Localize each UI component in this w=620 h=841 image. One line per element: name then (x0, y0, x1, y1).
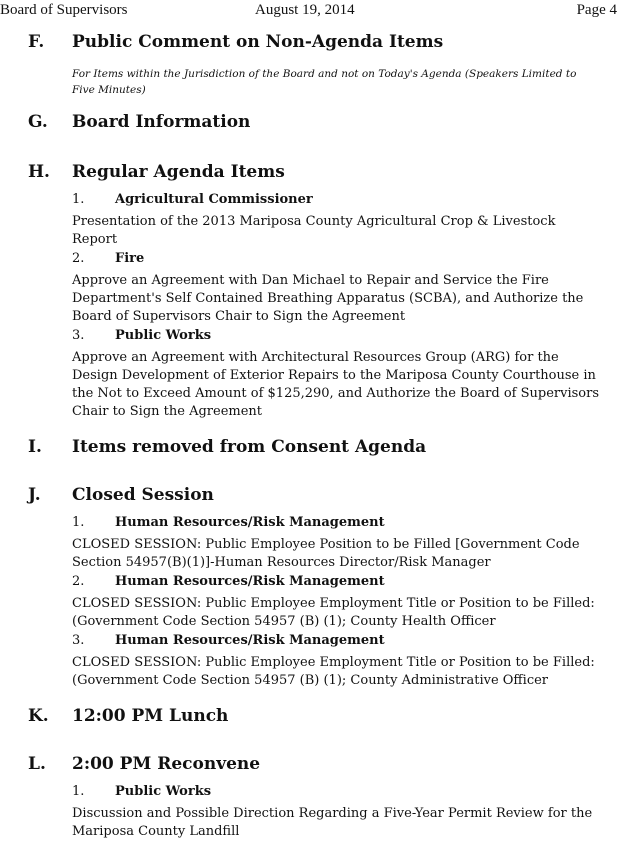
item-description: Approve an Agreement with Architectural Resources Group (ARG) for the Design Development of Exterior Repairs to the Mariposa County Courthouse in the Not to Exceed Amount of $125,290, and Authorize the Board of Supervisors Chair to Sign the Agreement (72, 350, 600, 419)
agenda-item-heading (0, 633, 620, 654)
item-number: 1. (72, 515, 85, 530)
item-department: Fire (115, 251, 145, 266)
agenda-section (0, 162, 620, 421)
agenda-item-heading (0, 328, 620, 349)
item-department: Public Works (115, 784, 212, 799)
agenda-item-heading (0, 515, 620, 536)
header-page-number: Page 4 (576, 2, 617, 18)
section-subtitle: For Items within the Jurisdiction of the Board and not on Today's Agenda (Speakers Limited to Five Minutes) (72, 68, 577, 96)
agenda-item (0, 515, 620, 572)
item-description: Discussion and Possible Direction Regarding a Five-Year Permit Review for the Mariposa County Landfill (72, 806, 593, 839)
section-title: Closed Session (72, 485, 214, 505)
agenda-item-heading (0, 574, 620, 595)
agenda-item (0, 328, 620, 421)
item-department: Human Resources/Risk Management (115, 633, 385, 648)
section-heading (0, 162, 620, 190)
item-number: 3. (72, 633, 85, 648)
agenda-item (0, 633, 620, 690)
agenda-item (0, 192, 620, 249)
item-department: Human Resources/Risk Management (115, 515, 385, 530)
section-title: 12:00 PM Lunch (72, 706, 229, 726)
section-heading (0, 754, 620, 782)
item-description: CLOSED SESSION: Public Employee Employment Title or Position to be Filled: (Government Code Section 54957 (B) (1); County Administrative Officer (72, 655, 595, 688)
item-description: CLOSED SESSION: Public Employee Employment Title or Position to be Filled: (Government Code Section 54957 (B) (1); County Health Officer (72, 596, 595, 629)
agenda-section (0, 485, 620, 690)
section-letter: K. (28, 706, 49, 726)
item-number: 1. (72, 784, 85, 799)
section-title: Regular Agenda Items (72, 162, 285, 182)
agenda-section (0, 112, 620, 140)
section-letter: H. (28, 162, 50, 182)
item-description: Approve an Agreement with Dan Michael to Repair and Service the Fire Department's Self Contained Breathing Apparatus (SCBA), and Authorize the Board of Supervisors Chair to Sign the Agreement (72, 273, 584, 324)
item-number: 2. (72, 251, 85, 266)
section-title: 2:00 PM Reconvene (72, 754, 261, 774)
agenda-item (0, 251, 620, 326)
section-heading (0, 706, 620, 734)
section-letter: J. (28, 485, 41, 505)
item-description: Presentation of the 2013 Mariposa County Agricultural Crop & Livestock Report (72, 214, 556, 247)
section-title: Board Information (72, 112, 251, 132)
section-title: Public Comment on Non-Agenda Items (72, 32, 444, 52)
section-letter: F. (28, 32, 45, 52)
agenda-section (0, 706, 620, 734)
header-date: August 19, 2014 (255, 2, 355, 18)
agenda-item (0, 574, 620, 631)
item-department: Human Resources/Risk Management (115, 574, 385, 589)
section-heading (0, 32, 620, 60)
section-heading (0, 485, 620, 513)
section-heading (0, 437, 620, 465)
header-board-name: Board of Supervisors (0, 2, 128, 18)
agenda-section (0, 754, 620, 841)
agenda-item-heading (0, 192, 620, 213)
agenda-section (0, 437, 620, 465)
section-heading (0, 112, 620, 140)
agenda-section (0, 32, 620, 98)
agenda-item (0, 784, 620, 841)
agenda-content (0, 32, 620, 841)
item-department: Agricultural Commissioner (115, 192, 313, 207)
page-header (0, 2, 620, 22)
agenda-item-heading (0, 251, 620, 272)
item-number: 2. (72, 574, 85, 589)
item-number: 3. (72, 328, 85, 343)
item-number: 1. (72, 192, 85, 207)
agenda-item-heading (0, 784, 620, 805)
item-description: CLOSED SESSION: Public Employee Position to be Filled [Government Code Section 54957(B)(1)]-Human Resources Director/Risk Manager (72, 537, 580, 570)
section-letter: I. (28, 437, 42, 457)
section-letter: G. (28, 112, 48, 132)
item-department: Public Works (115, 328, 212, 343)
section-title: Items removed from Consent Agenda (72, 437, 427, 457)
section-letter: L. (28, 754, 46, 774)
